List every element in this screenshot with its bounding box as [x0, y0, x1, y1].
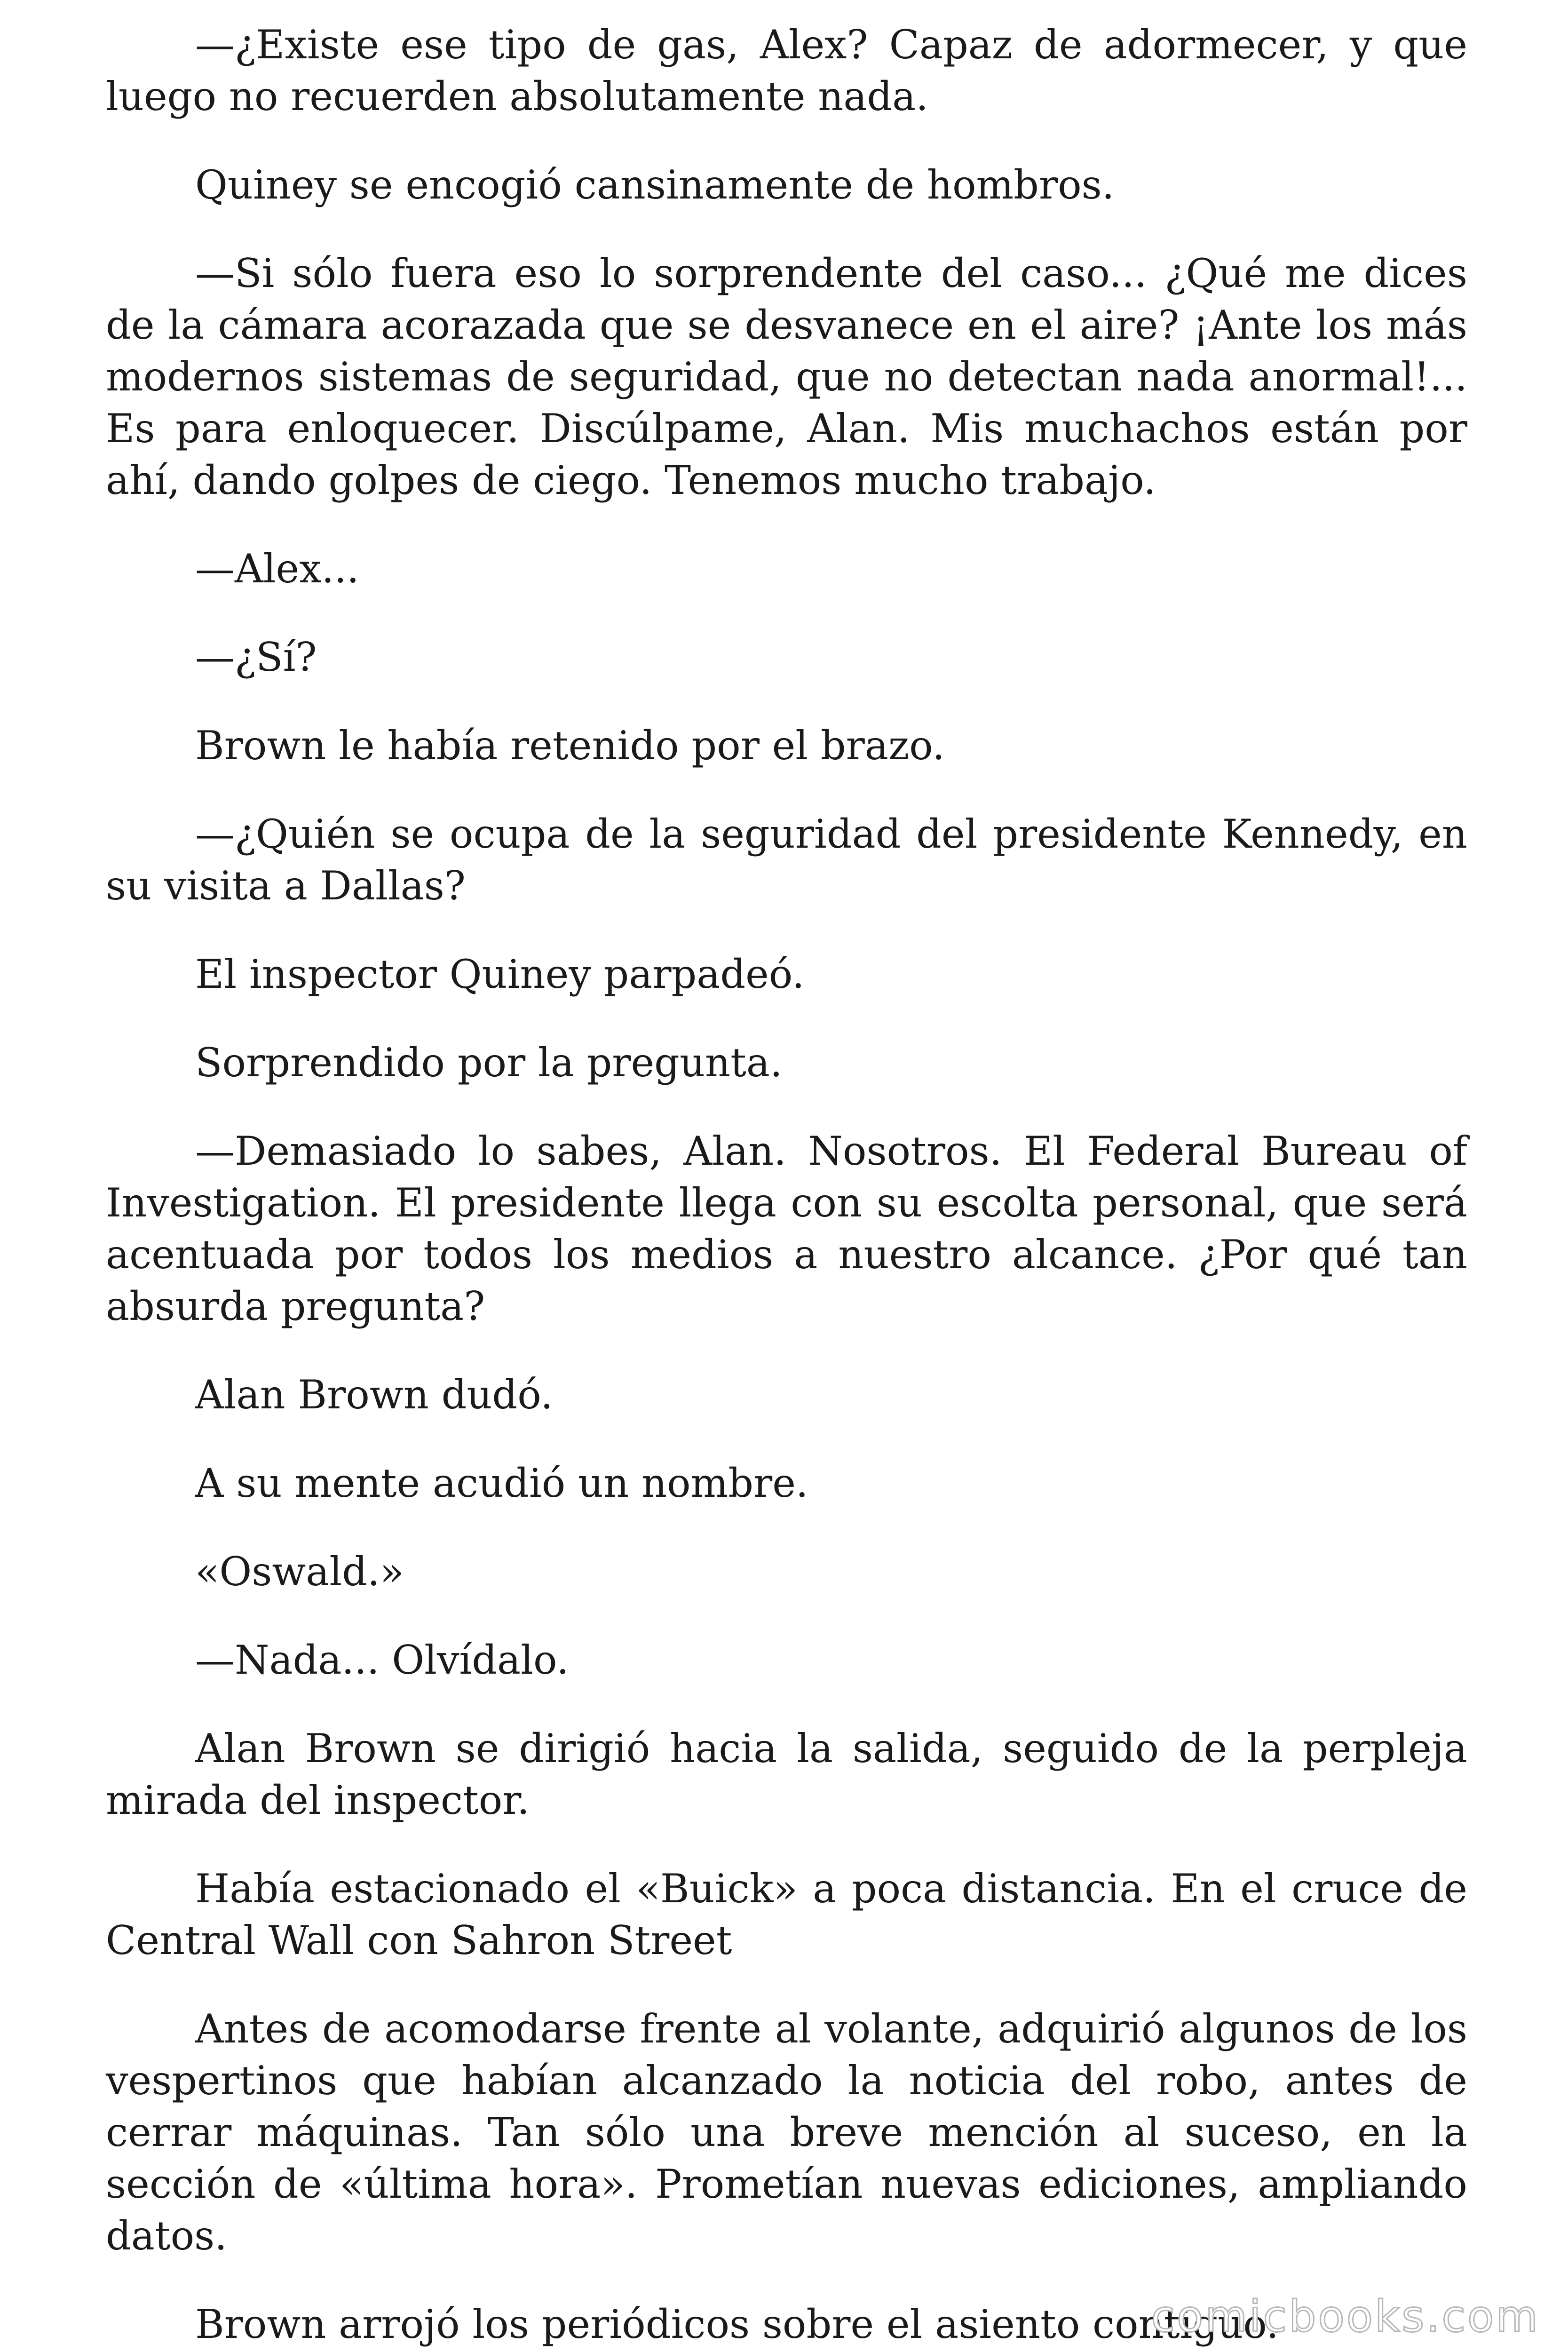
paragraph-18: Brown arrojó los periódicos sobre el asiento contiguo. — [195, 2301, 1279, 2347]
paragraph-11: Alan Brown dudó. — [195, 1372, 554, 1418]
paragraph-14: —Nada... Olvídalo. — [195, 1637, 569, 1683]
paragraph-12: A su mente acudió un nombre. — [195, 1460, 808, 1506]
document-page — [106, 19, 1467, 2352]
paragraph-17: Antes de acomodarse frente al volante, adquirió algunos de los vespertinos que habían alcanzado la noticia del robo, antes de cerrar máquinas. Tan sólo una breve mención al suceso, en la sección de «última hora». Prometían nuevas ediciones, ampliando datos. — [106, 2006, 1467, 2259]
paragraph-1: —¿Existe ese tipo de gas, Alex? Capaz de adormecer, y que luego no recuerden absolutamente nada. — [106, 22, 1467, 119]
paragraph-13: «Oswald.» — [195, 1549, 404, 1595]
paragraph-5: —¿Sí? — [195, 634, 317, 680]
paragraph-2: Quiney se encogió cansinamente de hombros. — [195, 162, 1115, 208]
paragraph-16: Había estacionado el «Buick» a poca distancia. En el cruce de Central Wall con Sahron Street — [106, 1866, 1467, 1963]
paragraph-4: —Alex... — [195, 546, 359, 592]
paragraph-10: —Demasiado lo sabes, Alan. Nosotros. El Federal Bureau of Investigation. El presidente llega con su escolta personal, que será acentuada por todos los medios a nuestro alcance. ¿Por qué tan absurda pregunta? — [106, 1128, 1467, 1329]
paragraph-8: El inspector Quiney parpadeó. — [195, 951, 805, 997]
paragraph-9: Sorprendido por la pregunta. — [195, 1040, 783, 1086]
paragraph-7: —¿Quién se ocupa de la seguridad del presidente Kennedy, en su visita a Dallas? — [106, 811, 1467, 909]
paragraph-3: —Si sólo fuera eso lo sorprendente del caso... ¿Qué me dices de la cámara acorazada que se desvanece en el aire? ¡Ante los más modernos sistemas de seguridad, que no detectan nada anormal!... Es para enloquecer. Discúlpame, Alan. Mis muchachos están por ahí, dando golpes de ciego. Tenemos mucho trabajo. — [106, 250, 1467, 503]
paragraph-6: Brown le había retenido por el brazo. — [195, 723, 945, 769]
paragraph-15: Alan Brown se dirigió hacia la salida, seguido de la perpleja mirada del inspector. — [106, 1725, 1467, 1823]
watermark: comicbooks.com — [1151, 2291, 1540, 2342]
